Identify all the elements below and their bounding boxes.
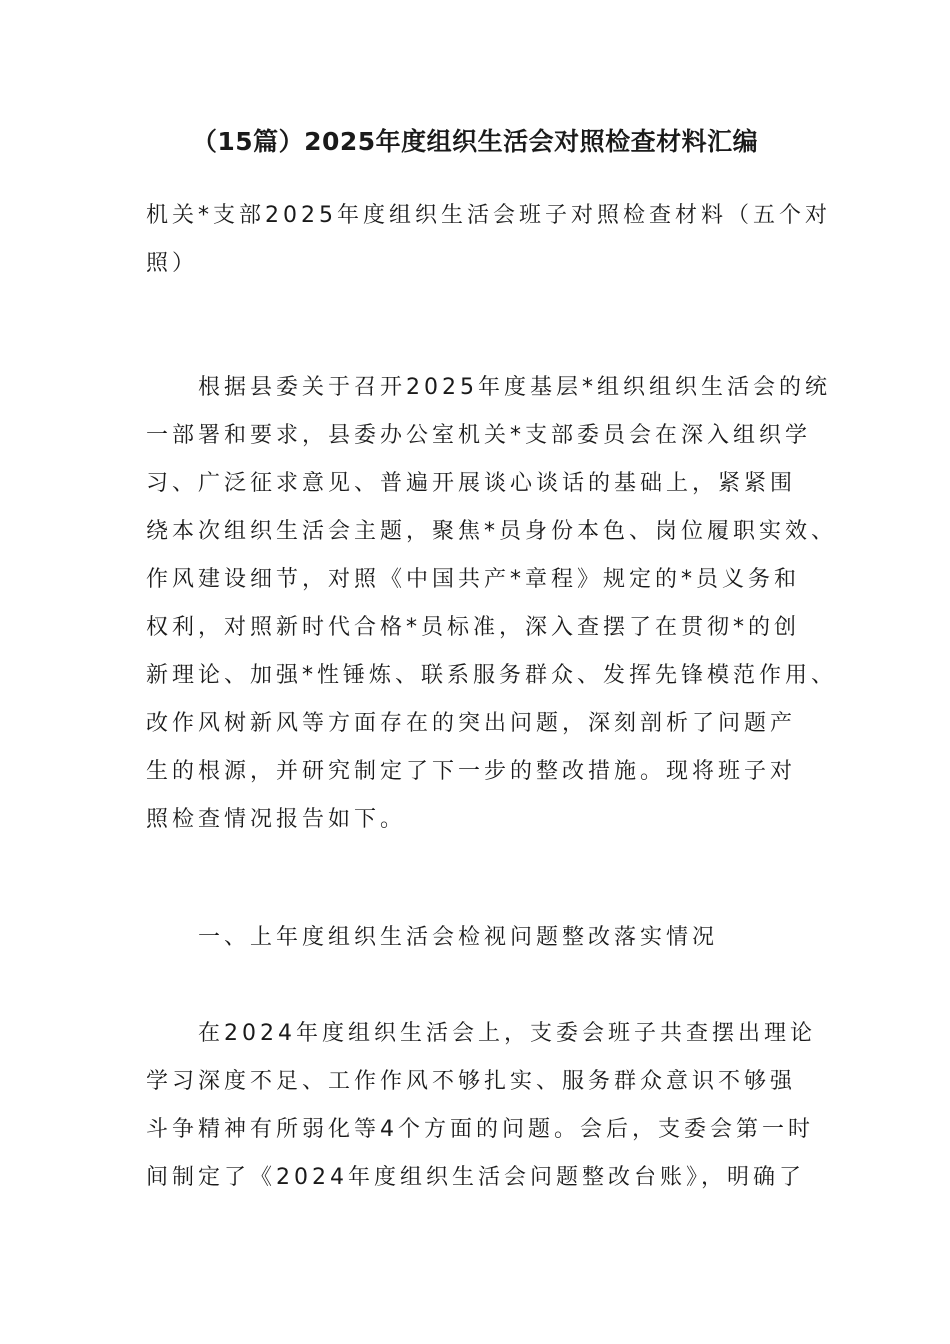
- document-title: （15篇）2025年度组织生活会对照检查材料汇编: [191, 127, 759, 156]
- paragraph-line: 习、广泛征求意见、普遍开展谈心谈话的基础上，紧紧围: [146, 471, 797, 496]
- section-heading-text: 一、上年度组织生活会检视问题整改落实情况: [198, 925, 719, 950]
- subtitle-line: 照）: [146, 251, 199, 276]
- paragraph-line: 生的根源，并研究制定了下一步的整改措施。现将班子对: [146, 759, 797, 784]
- paragraph-line: 绕本次组织生活会主题，聚焦*员身份本色、岗位履职实效、: [146, 519, 838, 544]
- paragraph-line: 在2024年度组织生活会上，支委会班子共查摆出理论: [198, 1021, 816, 1046]
- subtitle-line: 机关*支部2025年度组织生活会班子对照检查材料（五个对: [146, 203, 831, 228]
- paragraph-line: 学习深度不足、工作作风不够扎实、服务群众意识不够强: [146, 1069, 797, 1094]
- paragraph-line: 作风建设细节，对照《中国共产*章程》规定的*员义务和: [146, 567, 801, 592]
- paragraph-line: 斗争精神有所弱化等4个方面的问题。会后，支委会第一时: [146, 1117, 814, 1142]
- paragraph-line: 照检查情况报告如下。: [146, 807, 407, 832]
- body-paragraph-intro: [146, 364, 838, 844]
- document-subtitle: [146, 192, 831, 288]
- paragraph-line: 间制定了《2024年度组织生活会问题整改台账》，明确了: [146, 1165, 805, 1190]
- paragraph-line: 根据县委关于召开2025年度基层*组织组织生活会的统: [198, 375, 831, 400]
- paragraph-line: 新理论、加强*性锤炼、联系服务群众、发挥先锋模范作用、: [146, 663, 838, 688]
- paragraph-line: 权利，对照新时代合格*员标准，深入查摆了在贯彻*的创: [146, 615, 801, 640]
- body-paragraph-rectification: [146, 1010, 816, 1202]
- paragraph-line: 一部署和要求，县委办公室机关*支部委员会在深入组织学: [146, 423, 812, 448]
- paragraph-line: 改作风树新风等方面存在的突出问题，深刻剖析了问题产: [146, 711, 797, 736]
- section-heading-1: [146, 914, 808, 962]
